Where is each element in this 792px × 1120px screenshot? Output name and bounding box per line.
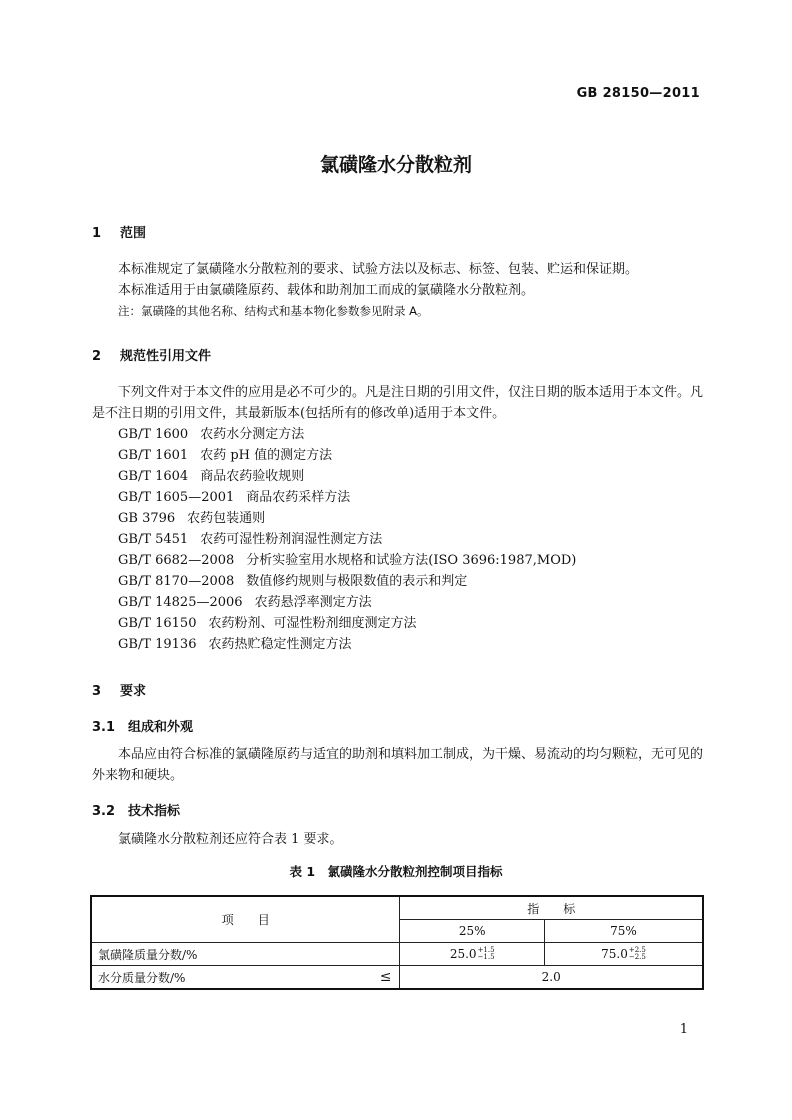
reference-item: GB/T 1605—2001 商品农药采样方法 <box>118 490 351 505</box>
header-25: 25% <box>400 920 545 943</box>
section-3-1-heading <box>92 716 193 735</box>
row-item: 氯磺隆质量分数/% <box>91 943 400 966</box>
header-index: 指 标 <box>400 896 703 920</box>
section-title: 组成和外观 <box>128 720 194 735</box>
section-1-note: 注：氯磺隆的其他名称、结构式和基本物化参数参见附录 A。 <box>118 304 429 318</box>
section-number: 2 <box>92 349 102 364</box>
page-number: 1 <box>679 1022 688 1037</box>
value-75: 75.0+2.5 −2.5 <box>544 943 703 966</box>
section-3-heading <box>92 680 146 699</box>
section-1-paragraph-2: 本标准适用于由氯磺隆原药、载体和助剂加工而成的氯磺隆水分散粒剂。 <box>118 283 535 298</box>
spec-table <box>90 895 704 990</box>
reference-item: GB/T 19136 农药热贮稳定性测定方法 <box>118 637 352 652</box>
section-number: 3 <box>92 684 102 699</box>
reference-item: GB/T 1604 商品农药验收规则 <box>118 469 305 484</box>
table-row <box>91 943 703 966</box>
document-title: 氯磺隆水分散粒剂 <box>319 154 472 176</box>
section-title: 范围 <box>120 226 147 241</box>
standard-number: GB 28150—2011 <box>576 86 700 101</box>
section-number: 1 <box>92 226 102 241</box>
section-2-paragraph-1: 下列文件对于本文件的应用是必不可少的。凡是注日期的引用文件，仅注日期的版本适用于本文件。凡是不注日期的引用文件，其最新版本(包括所有的修改单)适用于本文件。 <box>92 385 704 421</box>
row-item: 水分质量分数/% ≤ <box>91 966 400 990</box>
section-3-2-heading <box>92 800 180 819</box>
header-75: 75% <box>544 920 703 943</box>
table-caption: 表 1 氯磺隆水分散粒剂控制项目指标 <box>289 864 503 879</box>
value-25: 25.0+1.5 −1.5 <box>400 943 545 966</box>
reference-item: GB 3796 农药包装通则 <box>118 511 266 526</box>
section-number: 3.1 <box>92 720 116 735</box>
section-1-paragraph-1: 本标准规定了氯磺隆水分散粒剂的要求、试验方法以及标志、标签、包装、贮运和保证期。 <box>118 262 639 277</box>
section-title: 技术指标 <box>128 804 181 819</box>
section-title: 规范性引用文件 <box>120 349 212 364</box>
section-3-2-paragraph: 氯磺隆水分散粒剂还应符合表 1 要求。 <box>118 832 343 847</box>
table-row <box>91 966 703 990</box>
le-symbol: ≤ <box>379 969 392 985</box>
reference-item: GB/T 5451 农药可湿性粉剂润湿性测定方法 <box>118 532 383 547</box>
section-number: 3.2 <box>92 804 116 819</box>
section-1-heading <box>92 222 146 241</box>
reference-item: GB/T 8170—2008 数值修约规则与极限数值的表示和判定 <box>118 574 468 589</box>
reference-list <box>118 424 576 655</box>
section-3-1-paragraph: 本品应由符合标准的氯磺隆原药与适宜的助剂和填料加工制成，为干燥、易流动的均匀颗粒，无可见的外来物和硬块。 <box>92 747 704 783</box>
reference-item: GB/T 1600 农药水分测定方法 <box>118 427 305 442</box>
section-2-heading <box>92 345 211 364</box>
value-merged: 2.0 <box>400 966 703 990</box>
reference-item: GB/T 1601 农药 pH 值的测定方法 <box>118 448 333 463</box>
reference-item: GB/T 14825—2006 农药悬浮率测定方法 <box>118 595 372 610</box>
reference-item: GB/T 16150 农药粉剂、可湿性粉剂细度测定方法 <box>118 616 417 631</box>
reference-item: GB/T 6682—2008 分析实验室用水规格和试验方法(ISO 3696:1987,MOD) <box>118 553 577 568</box>
header-item: 项 目 <box>91 896 400 943</box>
section-title: 要求 <box>120 684 147 699</box>
